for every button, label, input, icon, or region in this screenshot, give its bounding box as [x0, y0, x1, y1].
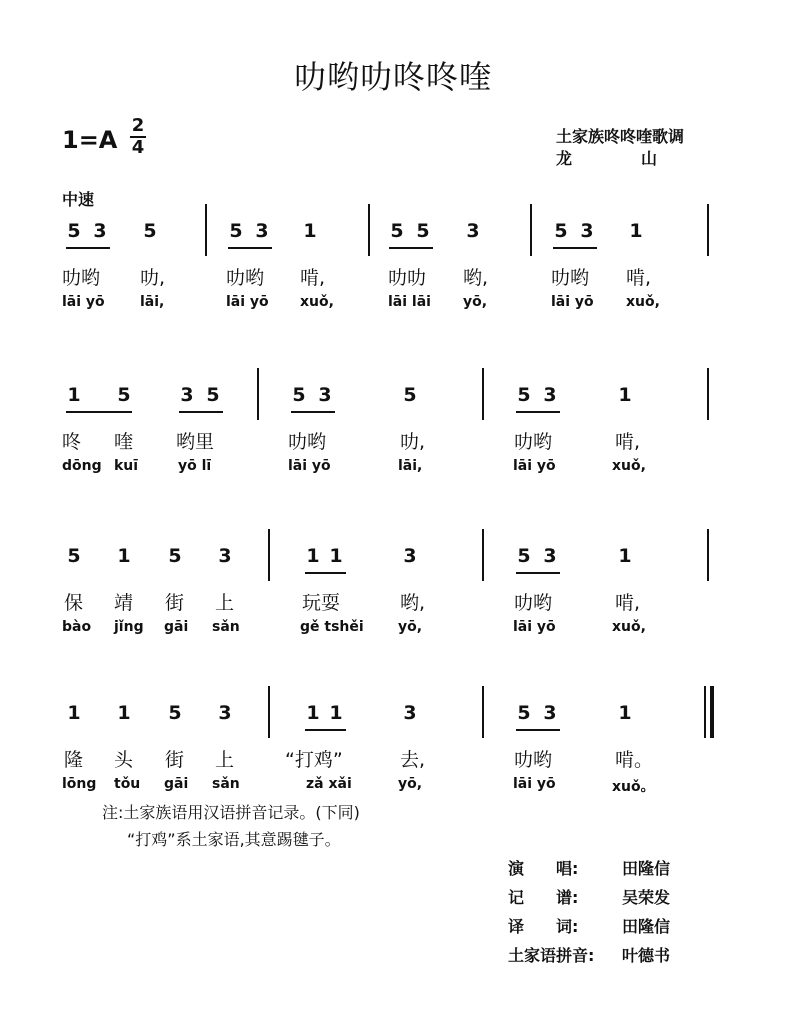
- pinyin: gě tshěi: [300, 619, 364, 635]
- lyric: 叻,: [140, 267, 166, 289]
- note: 5: [168, 545, 182, 567]
- key-signature: 1=A: [62, 126, 118, 154]
- underline-beam: [305, 729, 346, 731]
- lyric: 啃,: [615, 592, 641, 614]
- note: 5: [292, 384, 306, 406]
- note: 3: [403, 545, 417, 567]
- time-signature-top: 2: [131, 115, 145, 136]
- pinyin: zǎ xǎi: [306, 776, 352, 792]
- system-2: [0, 384, 786, 484]
- note: 5: [67, 220, 81, 242]
- pinyin: lāi lāi: [388, 294, 431, 310]
- note: 1: [303, 220, 317, 242]
- lyric: 哟,: [400, 592, 426, 614]
- pinyin: gāi: [164, 619, 189, 635]
- pinyin: sǎn: [212, 776, 240, 792]
- credit-role: 译 词:: [508, 917, 579, 936]
- footnote-line-2: “打鸡”系土家语,其意踢毽子。: [127, 830, 341, 849]
- pinyin: yō lī: [178, 458, 212, 474]
- source-region: 龙 山: [556, 149, 659, 168]
- note: 1: [306, 702, 320, 724]
- bar-line: [268, 686, 270, 738]
- note: 3: [580, 220, 594, 242]
- bar-line: [707, 529, 709, 581]
- note: 3: [180, 384, 194, 406]
- credit-name: 田隆信: [622, 859, 671, 878]
- bar-line: [707, 368, 709, 420]
- note: 3: [543, 384, 557, 406]
- underline-beam: [179, 411, 223, 413]
- tempo-marking: 中速: [62, 190, 95, 209]
- system-1: [0, 220, 786, 320]
- credit-name: 叶德书: [622, 946, 671, 965]
- note: 3: [466, 220, 480, 242]
- underline-beam: [516, 411, 560, 413]
- underline-beam: [516, 729, 560, 731]
- pinyin: sǎn: [212, 619, 240, 635]
- lyric: 玩耍: [302, 592, 341, 614]
- note: 5: [143, 220, 157, 242]
- lyric: 啃,: [626, 267, 652, 289]
- pinyin: lāi yō: [226, 294, 269, 310]
- pinyin: yō,: [463, 294, 488, 310]
- lyric: 叻,: [400, 431, 426, 453]
- pinyin: xuǒ。: [612, 779, 655, 795]
- pinyin: kuī: [114, 458, 139, 474]
- pinyin: lāi,: [398, 458, 423, 474]
- bar-line: [530, 204, 532, 256]
- pinyin: dōng: [62, 458, 102, 474]
- note: 5: [206, 384, 220, 406]
- lyric: 哟里: [176, 431, 215, 453]
- lyric: 喹: [114, 431, 134, 453]
- lyric: 叻哟: [514, 749, 553, 771]
- system-4: [0, 702, 786, 802]
- note: 3: [218, 545, 232, 567]
- lyric: 去,: [400, 749, 426, 771]
- note: 3: [218, 702, 232, 724]
- note: 1: [618, 545, 632, 567]
- underline-beam: [389, 247, 433, 249]
- pinyin: lāi yō: [62, 294, 105, 310]
- lyric: 啃。: [615, 749, 654, 771]
- note: 1: [329, 702, 343, 724]
- note: 1: [117, 702, 131, 724]
- pinyin: lāi yō: [551, 294, 594, 310]
- pinyin: xuǒ,: [300, 294, 334, 310]
- note: 3: [543, 702, 557, 724]
- pinyin: lāi yō: [513, 776, 556, 792]
- lyric: 头: [114, 749, 134, 771]
- note: 5: [416, 220, 430, 242]
- underline-beam: [553, 247, 597, 249]
- note: 5: [554, 220, 568, 242]
- underline-beam: [291, 411, 335, 413]
- underline-beam: [305, 572, 346, 574]
- note: 1: [629, 220, 643, 242]
- lyric: 街: [165, 749, 185, 771]
- time-signature-bottom: 4: [131, 137, 145, 158]
- lyric: 靖: [114, 592, 134, 614]
- bar-line: [482, 368, 484, 420]
- pinyin: lāi yō: [513, 458, 556, 474]
- note: 1: [618, 702, 632, 724]
- pinyin: xuǒ,: [612, 458, 646, 474]
- bar-line: [482, 529, 484, 581]
- song-title: 叻哟叻咚咚喹: [293, 58, 492, 96]
- lyric: 隆: [64, 749, 84, 771]
- note: 3: [255, 220, 269, 242]
- lyric: 叻哟: [514, 431, 553, 453]
- final-bar-line-thick: [710, 686, 714, 738]
- lyric: 上: [215, 749, 235, 771]
- note: 5: [390, 220, 404, 242]
- pinyin: lāi yō: [513, 619, 556, 635]
- note: 1: [67, 384, 81, 406]
- pinyin: bào: [62, 619, 92, 635]
- pinyin: lāi,: [140, 294, 165, 310]
- underline-beam: [66, 247, 110, 249]
- pinyin: xuǒ,: [612, 619, 646, 635]
- lyric: 叻哟: [514, 592, 553, 614]
- credit-name: 田隆信: [622, 917, 671, 936]
- note: 5: [117, 384, 131, 406]
- bar-line: [268, 529, 270, 581]
- note: 5: [517, 384, 531, 406]
- note: 5: [403, 384, 417, 406]
- time-signature: [128, 116, 148, 158]
- note: 3: [403, 702, 417, 724]
- source-genre: 土家族咚咚喹歌调: [556, 127, 685, 146]
- underline-beam: [66, 411, 132, 413]
- note: 5: [229, 220, 243, 242]
- lyric: 叻叻: [388, 267, 427, 289]
- final-bar-line: [704, 686, 706, 738]
- bar-line: [205, 204, 207, 256]
- system-3: [0, 545, 786, 645]
- note: 1: [329, 545, 343, 567]
- lyric: 啃,: [300, 267, 326, 289]
- pinyin: yō,: [398, 619, 423, 635]
- note: 5: [517, 545, 531, 567]
- lyric: “打鸡”: [285, 749, 343, 771]
- lyric: 街: [165, 592, 185, 614]
- credit-role: 记 谱:: [508, 888, 579, 907]
- credit-role: 土家语拼音:: [508, 946, 595, 965]
- bar-line: [257, 368, 259, 420]
- lyric: 保: [64, 592, 84, 614]
- lyric: 叻哟: [551, 267, 590, 289]
- note: 1: [67, 702, 81, 724]
- pinyin: lāi yō: [288, 458, 331, 474]
- pinyin: gāi: [164, 776, 189, 792]
- note: 1: [306, 545, 320, 567]
- bar-line: [707, 204, 709, 256]
- pinyin: jǐng: [114, 619, 144, 635]
- note: 1: [117, 545, 131, 567]
- note: 3: [543, 545, 557, 567]
- pinyin: tǒu: [114, 776, 141, 792]
- bar-line: [368, 204, 370, 256]
- credit-role: 演 唱:: [508, 859, 579, 878]
- underline-beam: [228, 247, 272, 249]
- footnote-line-1: 注:土家族语用汉语拼音记录。(下同): [102, 803, 360, 822]
- lyric: 叻哟: [62, 267, 101, 289]
- note: 5: [67, 545, 81, 567]
- bar-line: [482, 686, 484, 738]
- underline-beam: [516, 572, 560, 574]
- lyric: 咚: [62, 431, 82, 453]
- lyric: 叻哟: [288, 431, 327, 453]
- lyric: 上: [215, 592, 235, 614]
- pinyin: yō,: [398, 776, 423, 792]
- note: 5: [517, 702, 531, 724]
- note: 3: [93, 220, 107, 242]
- pinyin: lōng: [62, 776, 97, 792]
- lyric: 啃,: [615, 431, 641, 453]
- note: 5: [168, 702, 182, 724]
- lyric: 哟,: [463, 267, 489, 289]
- note: 3: [318, 384, 332, 406]
- credit-name: 吴荣发: [622, 888, 671, 907]
- lyric: 叻哟: [226, 267, 265, 289]
- note: 1: [618, 384, 632, 406]
- pinyin: xuǒ,: [626, 294, 660, 310]
